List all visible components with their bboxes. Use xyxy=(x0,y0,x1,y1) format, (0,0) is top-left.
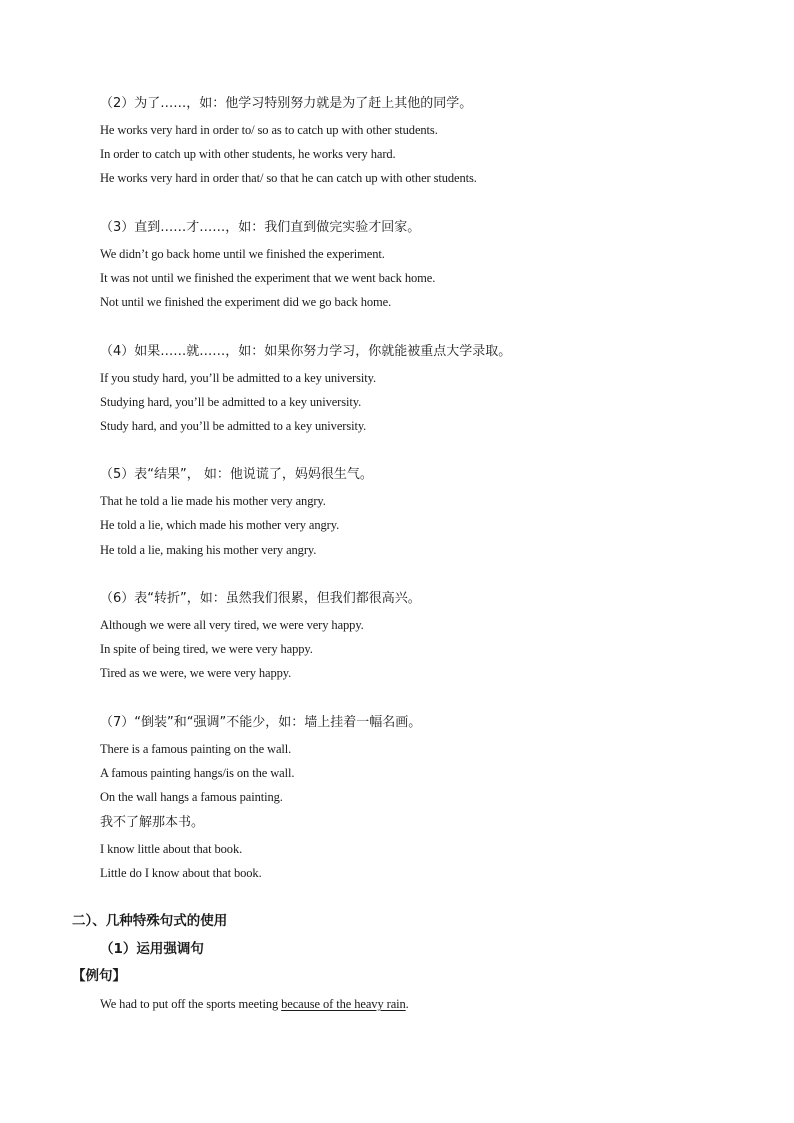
example-label: 【例句】 xyxy=(72,968,126,984)
section-3-line-2: It was not until we finished the experiment that we went back home. xyxy=(100,271,436,285)
section-6-line-3: Tired as we were, we were very happy. xyxy=(100,666,292,680)
section-2-line-3: He works very hard in order that/ so that he can catch up with other students. xyxy=(100,171,477,185)
extra-line-2: Little do I know about that book. xyxy=(100,866,262,880)
example-sentence xyxy=(100,996,409,1012)
section-3-line-1: We didn’t go back home until we finished the experiment. xyxy=(100,247,385,261)
section-2-line-1: He works very hard in order to/ so as to catch up with other students. xyxy=(100,123,438,137)
section-5-line-1: That he told a lie made his mother very angry. xyxy=(100,494,326,508)
section-7-line-2: A famous painting hangs/is on the wall. xyxy=(100,766,295,780)
section-4-line-1: If you study hard, you’ll be admitted to a key university. xyxy=(100,371,376,385)
extra-line-1: I know little about that book. xyxy=(100,842,243,856)
example-underlined-text: because of the heavy rain xyxy=(281,997,406,1011)
extra-chinese-sentence: 我不了解那本书。 xyxy=(100,815,205,830)
section-2-line-2: In order to catch up with other students, he works very hard. xyxy=(100,147,396,161)
section-4-heading: （4）如果……就……，如：如果你努力学习，你就能被重点大学录取。 xyxy=(100,344,512,359)
section-2-heading: （2）为了……，如：他学习特别努力就是为了赶上其他的同学。 xyxy=(100,96,473,111)
section-6-line-1: Although we were all very tired, we were very happy. xyxy=(100,618,364,632)
example-end-punctuation: . xyxy=(405,997,409,1011)
section-5-heading: （5）表“结果”， 如：他说谎了，妈妈很生气。 xyxy=(100,467,373,482)
section-3-heading: （3）直到……才……，如：我们直到做完实验才回家。 xyxy=(100,220,421,235)
section-7-line-3: On the wall hangs a famous painting. xyxy=(100,790,283,804)
section-7-line-1: There is a famous painting on the wall. xyxy=(100,742,292,756)
section-6-line-2: In spite of being tired, we were very happy. xyxy=(100,642,313,656)
section-7-heading: （7）“倒装”和“强调”不能少，如：墙上挂着一幅名画。 xyxy=(100,715,422,730)
section-6-heading: （6）表“转折”，如：虽然我们很累，但我们都很高兴。 xyxy=(100,591,421,606)
section-5-line-3: He told a lie, making his mother very angry. xyxy=(100,543,317,557)
part-2-subtitle: （1）运用强调句 xyxy=(100,941,204,957)
part-2-title: 二）、几种特殊句式的使用 xyxy=(72,913,228,929)
section-5-line-2: He told a lie, which made his mother very angry. xyxy=(100,518,340,532)
section-4-line-2: Studying hard, you’ll be admitted to a key university. xyxy=(100,395,362,409)
section-3-line-3: Not until we finished the experiment did we go back home. xyxy=(100,295,392,309)
section-4-line-3: Study hard, and you’ll be admitted to a key university. xyxy=(100,419,367,433)
example-plain-text: We had to put off the sports meeting xyxy=(100,997,282,1011)
